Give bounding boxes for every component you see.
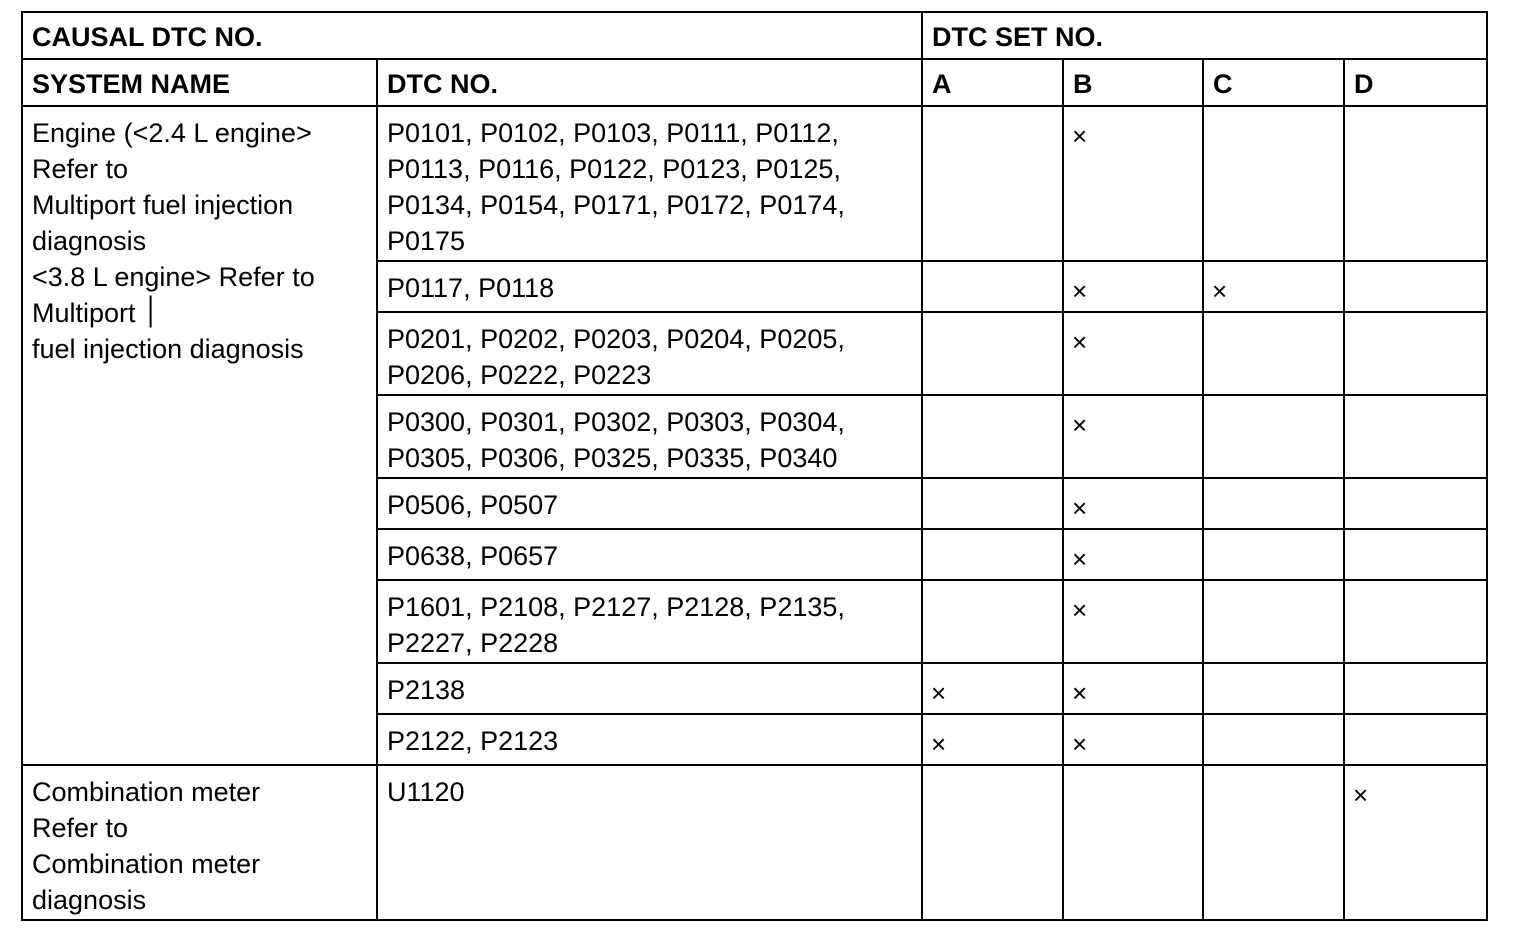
set-a-cell — [922, 529, 1063, 580]
set-mark-icon: × — [1353, 780, 1369, 810]
dtc-table-body — [22, 12, 1487, 920]
set-b-cell — [1063, 765, 1203, 920]
system-name-cell: Combination meter Refer to Combination meter diagnosis — [22, 765, 377, 920]
dtc-list-cell: U1120 — [377, 765, 922, 920]
set-mark-icon: × — [1072, 121, 1088, 151]
set-b-cell — [1063, 106, 1203, 261]
set-a-cell — [922, 765, 1063, 920]
dtc-list-cell: P0117, P0118 — [377, 261, 922, 312]
set-c-cell — [1203, 395, 1344, 478]
set-a-cell — [922, 261, 1063, 312]
set-d-cell — [1344, 580, 1487, 663]
set-d-cell — [1344, 663, 1487, 714]
table-row — [22, 106, 1487, 261]
header-row-columns — [22, 59, 1487, 106]
dtc-list-cell: P0101, P0102, P0103, P0111, P0112, P0113, P0116, P0122, P0123, P0125, P0134, P0154, P0171, P0172, P0174, P0175 — [377, 106, 922, 261]
set-b-header: B — [1063, 59, 1203, 106]
set-mark-icon: × — [1072, 276, 1088, 306]
set-d-cell — [1344, 765, 1487, 920]
set-c-cell — [1203, 312, 1344, 395]
set-c-cell — [1203, 765, 1344, 920]
set-mark-icon: × — [1072, 493, 1088, 523]
dtc-no-header: DTC NO. — [377, 59, 922, 106]
set-d-cell — [1344, 529, 1487, 580]
dtc-table — [21, 11, 1488, 921]
set-c-cell — [1203, 478, 1344, 529]
set-c-cell — [1203, 261, 1344, 312]
set-d-cell — [1344, 395, 1487, 478]
set-b-cell — [1063, 580, 1203, 663]
dtc-list-cell: P0638, P0657 — [377, 529, 922, 580]
set-mark-icon: × — [1072, 678, 1088, 708]
set-b-cell — [1063, 663, 1203, 714]
dtc-list-cell: P0506, P0507 — [377, 478, 922, 529]
header-row-top — [22, 12, 1487, 59]
set-a-cell — [922, 395, 1063, 478]
set-b-cell — [1063, 395, 1203, 478]
set-d-cell — [1344, 478, 1487, 529]
set-b-cell — [1063, 478, 1203, 529]
system-name-header: SYSTEM NAME — [22, 59, 377, 106]
set-mark-icon: × — [1072, 595, 1088, 625]
set-d-cell — [1344, 714, 1487, 765]
set-b-cell — [1063, 261, 1203, 312]
set-c-cell — [1203, 106, 1344, 261]
set-b-cell — [1063, 312, 1203, 395]
set-c-cell — [1203, 529, 1344, 580]
set-c-header: C — [1203, 59, 1344, 106]
table-row — [22, 765, 1487, 920]
set-mark-icon: × — [931, 678, 947, 708]
set-b-cell — [1063, 714, 1203, 765]
set-mark-icon: × — [1072, 544, 1088, 574]
set-a-cell — [922, 106, 1063, 261]
dtc-set-header: DTC SET NO. — [922, 12, 1487, 59]
set-mark-icon: × — [1072, 410, 1088, 440]
set-a-header: A — [922, 59, 1063, 106]
dtc-list-cell: P1601, P2108, P2127, P2128, P2135, P2227, P2228 — [377, 580, 922, 663]
set-d-header: D — [1344, 59, 1487, 106]
dtc-list-cell: P0201, P0202, P0203, P0204, P0205, P0206, P0222, P0223 — [377, 312, 922, 395]
set-mark-icon: × — [1072, 327, 1088, 357]
set-c-cell — [1203, 580, 1344, 663]
set-a-cell — [922, 663, 1063, 714]
set-mark-icon: × — [1212, 276, 1228, 306]
set-mark-icon: × — [1072, 729, 1088, 759]
set-d-cell — [1344, 312, 1487, 395]
set-c-cell — [1203, 714, 1344, 765]
system-name-cell: Engine (<2.4 L engine> Refer to Multiport fuel injection diagnosis <3.8 L engine> Refer to Multiport ׀ fuel injection diagnosis — [22, 106, 377, 765]
set-d-cell — [1344, 106, 1487, 261]
set-a-cell — [922, 580, 1063, 663]
set-d-cell — [1344, 261, 1487, 312]
set-a-cell — [922, 714, 1063, 765]
set-a-cell — [922, 312, 1063, 395]
causal-dtc-header: CAUSAL DTC NO. — [22, 12, 922, 59]
dtc-list-cell: P2122, P2123 — [377, 714, 922, 765]
set-c-cell — [1203, 663, 1344, 714]
set-mark-icon: × — [931, 729, 947, 759]
set-b-cell — [1063, 529, 1203, 580]
dtc-list-cell: P0300, P0301, P0302, P0303, P0304, P0305, P0306, P0325, P0335, P0340 — [377, 395, 922, 478]
set-a-cell — [922, 478, 1063, 529]
dtc-list-cell: P2138 — [377, 663, 922, 714]
